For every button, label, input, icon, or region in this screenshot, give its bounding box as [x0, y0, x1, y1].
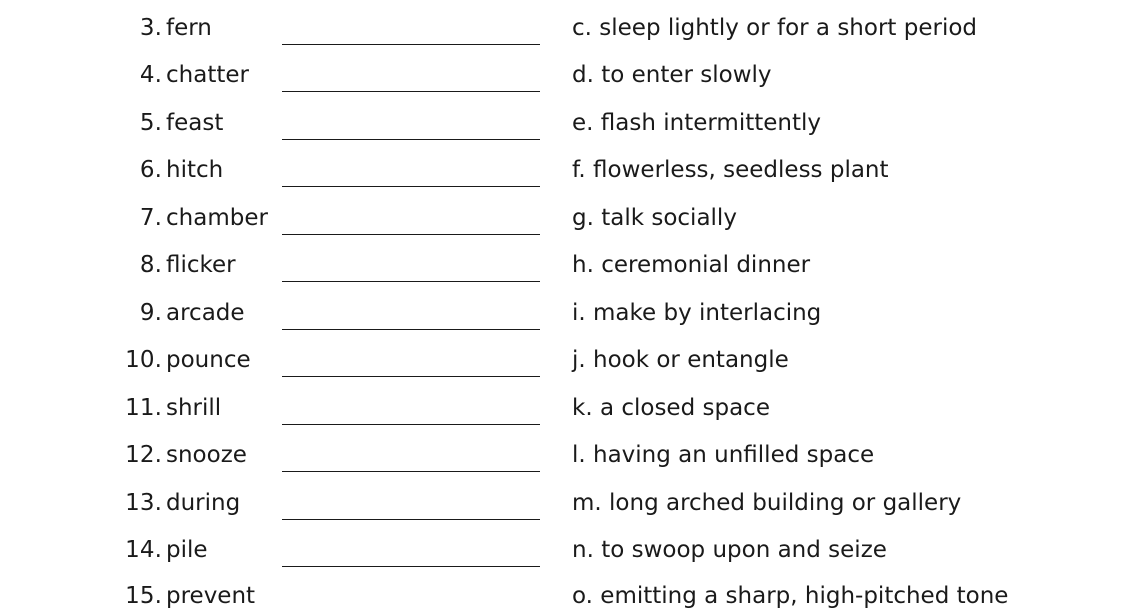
vocabulary-word: shrill [166, 395, 222, 421]
worksheet-row [0, 530, 1140, 570]
vocabulary-word: feast [166, 110, 224, 136]
worksheet-row [0, 435, 1140, 475]
definition: i. make by interlacing [572, 300, 822, 326]
item-number: 8. [139, 252, 162, 278]
worksheet-row [0, 150, 1140, 190]
item-number: 11. [125, 395, 162, 421]
worksheet-row [0, 483, 1140, 523]
item-number: 3. [139, 15, 162, 41]
definition: c. sleep lightly or for a short period [572, 15, 978, 41]
item-number: 9. [139, 300, 162, 326]
answer-blank-line [282, 424, 540, 425]
answer-blank-line [282, 566, 540, 567]
answer-blank-line [282, 376, 540, 377]
definition: e. flash intermittently [572, 110, 821, 136]
vocabulary-word: chatter [166, 62, 249, 88]
definition: n. to swoop upon and seize [572, 537, 887, 563]
answer-blank-line [282, 471, 540, 472]
item-number: 12. [125, 442, 162, 468]
worksheet-row [0, 293, 1140, 333]
vocabulary-word: hitch [166, 157, 224, 183]
item-number: 4. [139, 62, 162, 88]
worksheet-row [0, 103, 1140, 143]
vocabulary-word: flicker [166, 252, 236, 278]
answer-blank-line [282, 519, 540, 520]
item-number: 6. [139, 157, 162, 183]
definition: j. hook or entangle [572, 347, 789, 373]
answer-blank-line [282, 234, 540, 235]
worksheet-row [0, 576, 1140, 616]
worksheet-row [0, 198, 1140, 238]
item-number: 14. [125, 537, 162, 563]
answer-blank-line [282, 44, 540, 45]
definition: f. flowerless, seedless plant [572, 157, 889, 183]
worksheet-row [0, 388, 1140, 428]
answer-blank-line [282, 139, 540, 140]
definition: h. ceremonial dinner [572, 252, 811, 278]
worksheet-row [0, 8, 1140, 48]
definition: g. talk socially [572, 205, 737, 231]
vocabulary-word: chamber [166, 205, 268, 231]
definition: k. a closed space [572, 395, 770, 421]
definition: l. having an unfilled space [572, 442, 875, 468]
item-number: 13. [125, 490, 162, 516]
vocabulary-word: prevent [166, 583, 256, 609]
vocabulary-word: pile [166, 537, 208, 563]
answer-blank-line [282, 329, 540, 330]
vocabulary-word: snooze [166, 442, 247, 468]
worksheet-row [0, 55, 1140, 95]
worksheet-row [0, 340, 1140, 380]
vocabulary-word: pounce [166, 347, 251, 373]
vocabulary-word: arcade [166, 300, 245, 326]
definition: o. emitting a sharp, high-pitched tone [572, 583, 1009, 609]
vocabulary-word: during [166, 490, 241, 516]
item-number: 10. [125, 347, 162, 373]
definition: d. to enter slowly [572, 62, 772, 88]
vocabulary-word: fern [166, 15, 212, 41]
item-number: 15. [125, 583, 162, 609]
answer-blank-line [282, 281, 540, 282]
answer-blank-line [282, 186, 540, 187]
definition: m. long arched building or gallery [572, 490, 962, 516]
worksheet-row [0, 245, 1140, 285]
item-number: 5. [139, 110, 162, 136]
answer-blank-line [282, 91, 540, 92]
item-number: 7. [139, 205, 162, 231]
